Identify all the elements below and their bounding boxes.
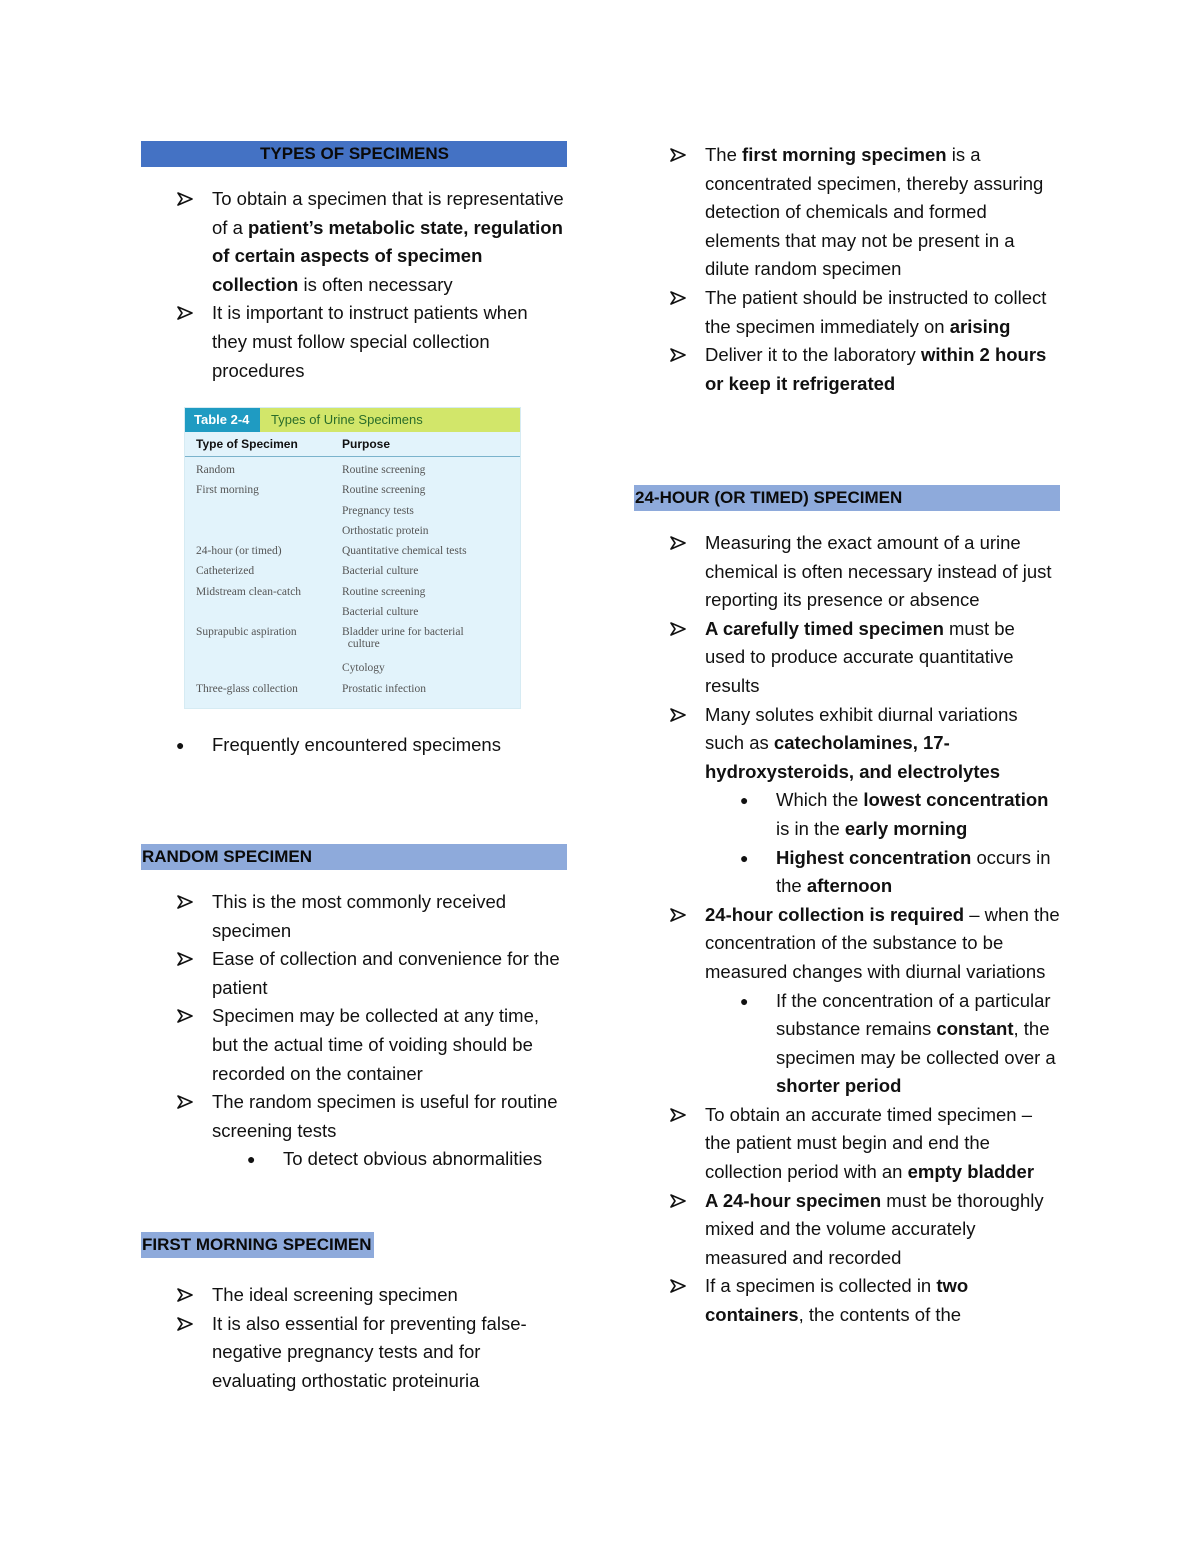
section-heading-types: TYPES OF SPECIMENS — [141, 141, 567, 167]
text: The ideal screening specimen — [212, 1284, 458, 1305]
text: Which the — [776, 789, 864, 811]
bold-text: 24-hour collection is required — [705, 903, 965, 925]
table-cell: First morning — [196, 484, 259, 497]
bold-text: empty bladder — [907, 1161, 1035, 1183]
table-cell: Orthostatic protein — [342, 524, 429, 537]
table-col-header: Purpose — [342, 437, 391, 451]
text: To detect obvious abnormalities — [283, 1148, 543, 1170]
table-cell: Pregnancy tests — [342, 504, 414, 517]
table-cell: Catheterized — [196, 565, 255, 578]
timed-list — [634, 529, 1060, 1330]
list-item — [634, 615, 1060, 701]
left-column — [141, 141, 567, 1391]
arrow-bullet-icon — [670, 536, 686, 550]
sub-list-item — [705, 786, 1060, 843]
table-cell: Suprapubic aspiration — [196, 626, 297, 639]
text: must be used to produce accurate quantitative results — [705, 617, 1015, 696]
bullet-dot-icon: ● — [740, 992, 749, 1009]
table-row — [185, 460, 520, 480]
sub-list — [212, 1145, 567, 1174]
list-item — [634, 701, 1060, 901]
sub-list — [705, 786, 1060, 900]
bullet-dot-icon: ● — [176, 737, 185, 753]
text: is a concentrated specimen, thereby assuring detection of chemicals and formed elements that may not be present in a dilute random specimen — [705, 144, 1044, 280]
table-body — [185, 457, 520, 699]
text: The random specimen is useful for routine screening tests — [212, 1091, 558, 1141]
table-cell: Bladder urine for bacterial culture — [342, 626, 464, 651]
timed-section — [634, 485, 1060, 1330]
list-item — [141, 731, 567, 760]
list-item — [141, 1310, 567, 1396]
text: , the contents of the — [798, 1304, 962, 1326]
table-title: Types of Urine Specimens — [271, 412, 423, 427]
table-row — [185, 602, 520, 622]
text: – when the concentration of the substance to be measured changes with diurnal variations — [705, 903, 1060, 982]
text: It is important to instruct patients when they must follow special collection procedures — [212, 302, 528, 381]
sub-list-item — [705, 844, 1060, 901]
arrow-bullet-icon — [177, 895, 193, 909]
list-item — [141, 945, 567, 1002]
table-row — [185, 658, 520, 678]
table-row — [185, 521, 520, 541]
caption-text: Frequently encountered specimens — [212, 734, 501, 755]
text: It is also essential for preventing false-negative pregnancy tests and for evaluating orthostatic proteinuria — [212, 1312, 527, 1391]
first-morning-list — [141, 1281, 567, 1395]
table-row — [185, 561, 520, 581]
table-cell: Routine screening — [342, 464, 426, 476]
text: Ease of collection and convenience for the patient — [212, 948, 560, 998]
text: The patient should be instructed to collect the specimen immediately on — [705, 286, 1047, 337]
table-cell: 24-hour (or timed) — [196, 545, 282, 558]
types-list — [141, 185, 567, 385]
table-cell: Bacterial culture — [342, 606, 419, 619]
text: The — [705, 144, 743, 165]
right-column — [634, 141, 1060, 1326]
list-item — [634, 901, 1060, 1101]
table-row — [185, 480, 520, 500]
bold-text: afternoon — [806, 875, 893, 897]
random-list — [141, 888, 567, 1174]
text: is often necessary — [298, 273, 453, 295]
text: To obtain an accurate timed specimen – the patient must begin and end the collection period with an — [705, 1103, 1033, 1183]
table-caption-block — [141, 731, 567, 760]
sub-list-item — [705, 987, 1060, 1101]
table-cell: Routine screening — [342, 585, 426, 598]
list-item — [634, 1272, 1060, 1329]
list-item — [634, 284, 1060, 341]
list-item — [141, 185, 567, 299]
arrow-bullet-icon — [670, 908, 686, 922]
text: must be thoroughly mixed and the volume accurately measured and recorded — [705, 1189, 1044, 1268]
bold-text: within 2 hours or keep it refrigerated — [705, 344, 1047, 394]
bold-text: shorter period — [776, 1075, 902, 1097]
table-title-bar — [185, 408, 520, 432]
sub-list-item — [212, 1145, 567, 1174]
table-row — [185, 679, 520, 699]
table-cell: Cytology — [342, 662, 385, 675]
bold-text: A 24-hour specimen — [705, 1189, 882, 1211]
list-item — [634, 341, 1060, 398]
text: If a specimen is collected in — [705, 1275, 937, 1297]
bold-text: first morning specimen — [742, 144, 947, 165]
arrow-bullet-icon — [177, 192, 193, 206]
table-cell: Prostatic infection — [342, 682, 426, 695]
arrow-bullet-icon — [670, 291, 686, 305]
list-item — [634, 1101, 1060, 1187]
bold-text: arising — [949, 315, 1011, 337]
section-heading-timed: 24-HOUR (OR TIMED) SPECIMEN — [634, 485, 1060, 511]
table-cell: Quantitative chemical tests — [342, 545, 467, 558]
arrow-bullet-icon — [177, 1095, 193, 1109]
table-cell: Routine screening — [342, 484, 426, 497]
table-header-row — [185, 432, 520, 457]
list-item — [141, 888, 567, 945]
text: Many solutes exhibit diurnal variations such as — [705, 703, 1018, 754]
arrow-bullet-icon — [177, 1288, 193, 1302]
bullet-dot-icon: ● — [247, 1151, 256, 1168]
first-morning-section — [141, 1232, 567, 1395]
bold-text: patient’s metabolic state, regulation of certain aspects of specimen collection — [212, 216, 563, 295]
arrow-bullet-icon — [670, 348, 686, 362]
table-cell: Midstream clean-catch — [196, 585, 302, 598]
bold-text: catecholamines, 17-hydroxysteroids, and electrolytes — [705, 732, 1001, 782]
table-row — [185, 501, 520, 521]
section-heading-random: RANDOM SPECIMEN — [141, 844, 567, 870]
table-row — [185, 622, 520, 658]
list-item — [141, 1002, 567, 1088]
table-cell: Bacterial culture — [342, 565, 419, 578]
sub-list — [705, 987, 1060, 1101]
bullet-dot-icon: ● — [740, 792, 749, 809]
text: Deliver it to the laboratory — [705, 344, 921, 366]
text: is in the — [776, 817, 845, 839]
bold-text: lowest concentration — [863, 789, 1049, 811]
bold-text: Highest concentration — [776, 846, 972, 868]
text: To obtain a specimen that is representative of a — [212, 188, 564, 238]
table-number: Table 2-4 — [185, 408, 260, 432]
text: Measuring the exact amount of a urine chemical is often necessary instead of just reporting its presence or absence — [705, 532, 1052, 611]
bold-text: constant — [936, 1018, 1014, 1040]
list-item — [634, 1187, 1060, 1273]
list-item — [141, 1281, 567, 1310]
text: occurs in the — [776, 846, 1051, 897]
arrow-bullet-icon — [670, 1194, 686, 1208]
text: , the specimen may be collected over a — [776, 1018, 1056, 1068]
arrow-bullet-icon — [670, 1279, 686, 1293]
first-morning-continued-list — [634, 141, 1060, 398]
arrow-bullet-icon — [177, 1009, 193, 1023]
table-cell: Random — [196, 464, 235, 476]
arrow-bullet-icon — [177, 1317, 193, 1331]
table-col-header: Type of Specimen — [196, 437, 298, 451]
section-heading-first-morning: FIRST MORNING SPECIMEN — [141, 1232, 374, 1258]
arrow-bullet-icon — [177, 306, 193, 320]
urine-specimen-table-image — [184, 407, 521, 709]
text: Specimen may be collected at any time, but the actual time of voiding should be recorded on the container — [212, 1005, 539, 1084]
list-item — [634, 529, 1060, 615]
arrow-bullet-icon — [670, 148, 686, 162]
bullet-dot-icon: ● — [740, 849, 749, 866]
list-item — [141, 1088, 567, 1174]
list-item — [141, 299, 567, 385]
arrow-bullet-icon — [670, 1108, 686, 1122]
arrow-bullet-icon — [670, 622, 686, 636]
bold-text: early morning — [844, 817, 968, 839]
random-section — [141, 844, 567, 1174]
text: If the concentration of a particular substance remains — [776, 989, 1051, 1040]
table-cell: Three-glass collection — [196, 682, 298, 695]
table-row — [185, 582, 520, 602]
arrow-bullet-icon — [177, 952, 193, 966]
table-row — [185, 541, 520, 561]
arrow-bullet-icon — [670, 708, 686, 722]
bold-text: A carefully timed specimen — [705, 617, 944, 639]
list-item — [634, 141, 1060, 284]
bold-text: two containers — [705, 1275, 969, 1326]
text: This is the most commonly received specimen — [212, 891, 507, 941]
